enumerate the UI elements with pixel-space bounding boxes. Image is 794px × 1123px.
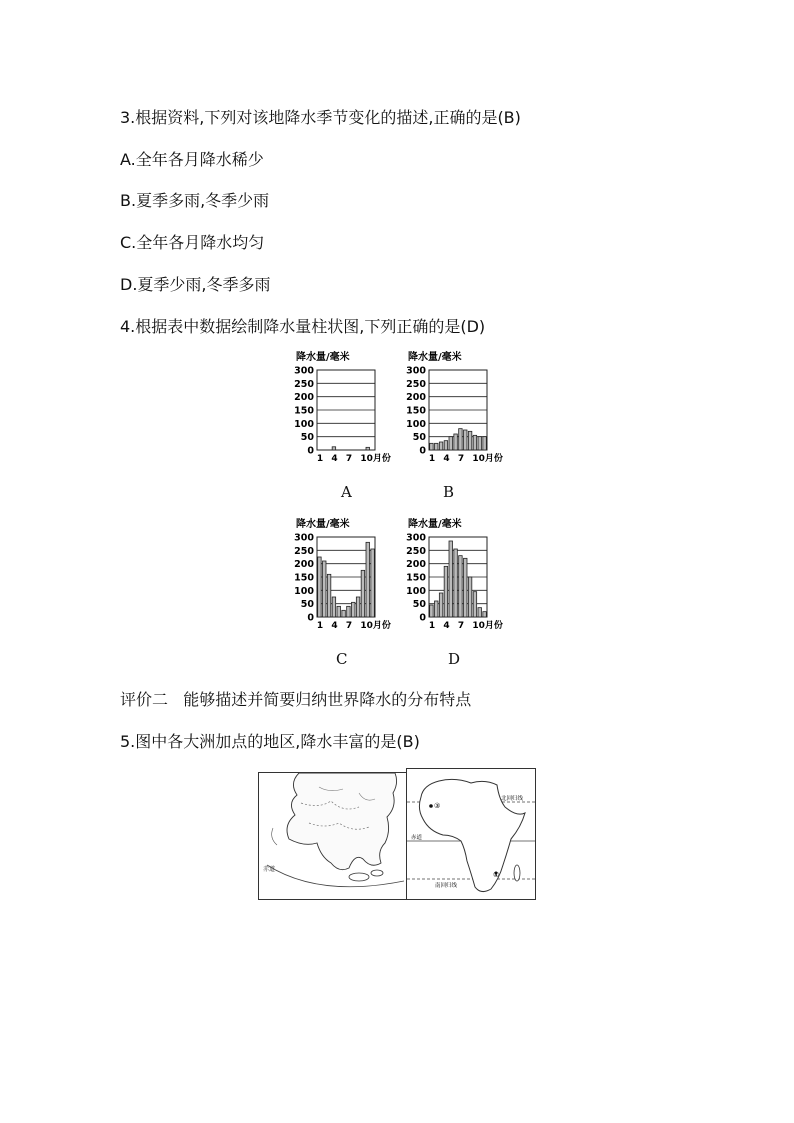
y-tick-label: 50 (300, 432, 314, 444)
y-tick-label: 100 (294, 585, 314, 597)
question-4-stem: 4.根据表中数据绘制降水量柱状图,下列正确的是(D) (120, 317, 486, 336)
bar-month-6 (454, 434, 457, 450)
y-tick-label: 0 (419, 445, 426, 457)
x-tick-label: 1 (428, 454, 436, 464)
y-tick-label: 200 (294, 392, 314, 404)
question-3-option-d: D.夏季少雨,冬季多雨 (120, 275, 271, 294)
x-tick-label: 4 (443, 454, 450, 464)
x-tick-label: 1 (428, 621, 436, 631)
y-tick-label: 250 (294, 545, 314, 557)
bar-month-8 (464, 430, 467, 450)
y-tick-label: 300 (406, 365, 426, 377)
question-3-option-a: A.全年各月降水稀少 (120, 150, 264, 169)
chart-svg (280, 515, 400, 630)
y-axis-label: 降水量/毫米 (408, 519, 462, 530)
y-tick-label: 0 (307, 612, 314, 624)
bar-month-1 (318, 557, 321, 617)
y-tick-label: 100 (406, 418, 426, 430)
y-tick-label: 300 (294, 365, 314, 377)
y-tick-label: 150 (294, 405, 314, 417)
y-tick-label: 250 (406, 545, 426, 557)
tropic-south-label: 南回归线 (435, 883, 458, 889)
bar-month-9 (468, 431, 471, 450)
bar-month-1 (430, 443, 433, 450)
bar-month-5 (337, 606, 340, 617)
bar-month-7 (459, 429, 462, 450)
bar-month-3 (327, 574, 330, 617)
bar-month-3 (439, 442, 442, 450)
point-3-dot (429, 804, 433, 808)
africa-map (406, 768, 536, 900)
bar-month-5 (449, 437, 452, 450)
bar-month-6 (342, 610, 345, 617)
asia-map (258, 772, 408, 900)
x-tick-label: 1 (316, 454, 324, 464)
x-tick-label: 10月份 (360, 454, 391, 464)
x-tick-label: 1 (316, 621, 324, 631)
x-tick-label: 10月份 (472, 454, 503, 464)
y-tick-label: 50 (412, 599, 426, 611)
evaluation-2-heading: 评价二 能够描述并简要归纳世界降水的分布特点 (120, 690, 472, 709)
question-5-stem: 5.图中各大洲加点的地区,降水丰富的是(B) (120, 732, 420, 751)
bar-month-10 (473, 592, 476, 617)
precipitation-chart-a (280, 348, 400, 463)
precipitation-chart-c (280, 515, 400, 630)
bar-month-5 (449, 541, 452, 617)
bar-month-1 (430, 605, 433, 617)
bar-month-10 (361, 570, 364, 617)
y-tick-label: 0 (419, 612, 426, 624)
y-axis-label: 降水量/毫米 (296, 519, 350, 530)
question-3-option-b: B.夏季多雨,冬季少雨 (120, 191, 270, 210)
bar-month-11 (366, 447, 369, 450)
y-tick-label: 50 (412, 432, 426, 444)
bar-month-11 (366, 542, 369, 617)
bar-month-11 (478, 608, 481, 617)
bar-month-2 (435, 443, 438, 450)
precipitation-chart-b (392, 348, 512, 463)
question-3-stem: 3.根据资料,下列对该地降水季节变化的描述,正确的是(B) (120, 108, 521, 127)
precipitation-chart-d (392, 515, 512, 630)
bar-month-12 (483, 612, 486, 617)
y-tick-label: 200 (406, 559, 426, 571)
bar-month-4 (332, 597, 335, 617)
y-tick-label: 50 (300, 599, 314, 611)
chart-svg (392, 515, 512, 630)
y-axis-label: 降水量/毫米 (408, 352, 462, 363)
x-tick-label: 4 (443, 621, 450, 631)
y-tick-label: 250 (294, 378, 314, 390)
x-tick-label: 7 (457, 621, 465, 631)
bar-month-4 (332, 447, 335, 450)
y-axis-label: 降水量/毫米 (296, 352, 350, 363)
y-tick-label: 150 (294, 572, 314, 584)
point-4-label: ④ (493, 871, 500, 879)
bar-month-10 (473, 435, 476, 450)
bar-month-2 (323, 561, 326, 617)
chart-caption-d: D (448, 650, 461, 668)
tropic-north-label: 北回归线 (501, 796, 524, 802)
y-tick-label: 300 (406, 532, 426, 544)
x-tick-label: 7 (345, 621, 353, 631)
bar-month-4 (444, 441, 447, 450)
y-tick-label: 200 (406, 392, 426, 404)
question-3-option-c: C.全年各月降水均匀 (120, 233, 265, 252)
bar-month-8 (464, 558, 467, 617)
bar-month-9 (356, 597, 359, 617)
equator-line (267, 865, 404, 887)
y-tick-label: 150 (406, 405, 426, 417)
x-tick-label: 7 (457, 454, 465, 464)
bar-month-12 (483, 437, 486, 450)
chart-svg (392, 348, 512, 463)
point-3-label: ③ (434, 802, 441, 810)
y-tick-label: 250 (406, 378, 426, 390)
bar-month-11 (478, 437, 481, 450)
bar-month-6 (454, 549, 457, 617)
y-tick-label: 200 (294, 559, 314, 571)
x-tick-label: 4 (331, 621, 338, 631)
y-tick-label: 300 (294, 532, 314, 544)
y-tick-label: 100 (406, 585, 426, 597)
bar-month-8 (352, 602, 355, 617)
x-tick-label: 7 (345, 454, 353, 464)
bar-month-4 (444, 566, 447, 617)
bar-month-2 (435, 601, 438, 617)
x-tick-label: 10月份 (360, 621, 391, 631)
bar-month-12 (371, 549, 374, 617)
bar-month-3 (439, 593, 442, 617)
bar-month-7 (459, 556, 462, 617)
asia-equator-label: 赤道 (263, 866, 276, 873)
y-tick-label: 100 (294, 418, 314, 430)
y-tick-label: 150 (406, 572, 426, 584)
chart-caption-b: B (443, 483, 455, 501)
x-tick-label: 4 (331, 454, 338, 464)
asia-outline (287, 773, 397, 870)
chart-caption-c: C (336, 650, 348, 668)
bar-month-7 (347, 606, 350, 617)
chart-svg (280, 348, 400, 463)
madagascar (514, 865, 520, 881)
bar-month-9 (468, 577, 471, 617)
chart-caption-a: A (341, 483, 352, 501)
x-tick-label: 10月份 (472, 621, 503, 631)
y-tick-label: 0 (307, 445, 314, 457)
equator-label: 赤道 (411, 835, 423, 841)
